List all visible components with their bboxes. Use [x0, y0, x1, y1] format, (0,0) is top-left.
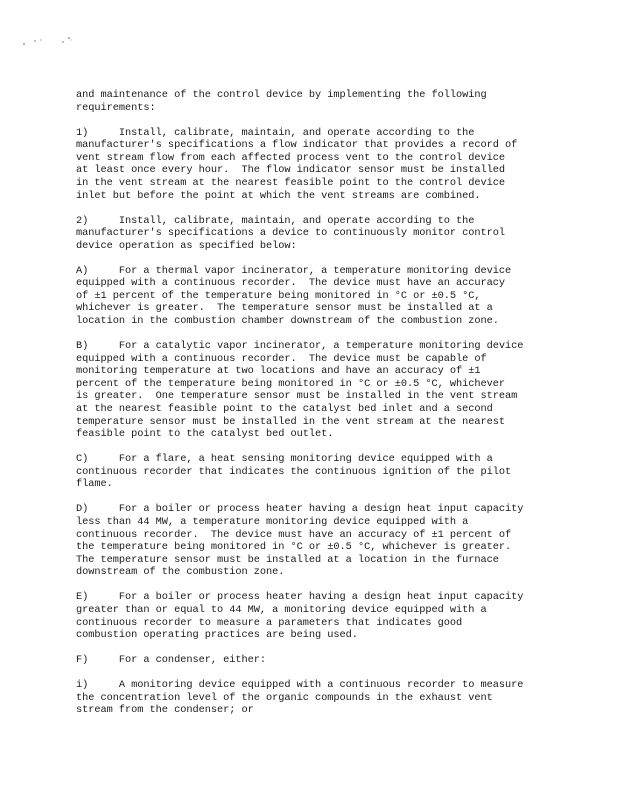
intro-paragraph: and maintenance of the control device by implementing the following requirements:: [76, 89, 487, 114]
item-b-paragraph: B) For a catalytic vapor incinerator, a temperature monitoring device equipped with a continuous recorder. The device must be capable of monitoring temperature at two locations and have an accuracy of ±1 percent of the temperature being monitored in °C or ±0.5 °C, whichever is greater. One temperature sensor must be installed in the vent stream at the nearest feasible point to the catalyst bed inlet and a second temperature sensor must be installed in the vent stream at the nearest feasible point to the catalyst bed outlet.: [76, 340, 524, 441]
item-d-paragraph: D) For a boiler or process heater having a design heat input capacity less than 44 MW, a temperature monitoring device equipped with a continuous recorder. The device must have an accuracy of ±1 percent of the temperature being monitored in °C or ±0.5 °C, whichever is greater. The temperature sensor must be installed at a location in the furnace downstream of the combustion zone.: [76, 503, 524, 579]
scan-specks: [22, 34, 82, 48]
document-body: [76, 89, 546, 717]
item-1-paragraph: 1) Install, calibrate, maintain, and operate according to the manufacturer's specifications a flow indicator that provides a record of vent stream flow from each affected process vent to the control device at least once every hour. The flow indicator sensor must be installed in the vent stream at the nearest feasible point to the control device inlet but before the point at which the vent streams are combined.: [76, 126, 518, 202]
item-c-paragraph: C) For a flare, a heat sensing monitoring device equipped with a continuous recorder that indicates the continuous ignition of the pilot flame.: [76, 453, 512, 491]
item-2-paragraph: 2) Install, calibrate, maintain, and operate according to the manufacturer's specifications a device to continuously monitor control device operation as specified below:: [76, 214, 506, 252]
item-e-paragraph: E) For a boiler or process heater having a design heat input capacity greater than or equal to 44 MW, a monitoring device equipped with a continuous recorder to measure a parameters that indicates good combustion operating practices are being used.: [76, 591, 524, 642]
item-a-paragraph: A) For a thermal vapor incinerator, a temperature monitoring device equipped with a continuous recorder. The device must have an accuracy of ±1 percent of the temperature being monitored in °C or ±0.5 °C, whichever is greater. The temperature sensor must be installed at a location in the combustion chamber downstream of the combustion zone.: [76, 264, 512, 328]
item-i-paragraph: i) A monitoring device equipped with a continuous recorder to measure the concentration level of the organic compounds in the exhaust vent stream from the condenser; or: [76, 679, 524, 717]
item-f-paragraph: F) For a condenser, either:: [76, 654, 267, 667]
